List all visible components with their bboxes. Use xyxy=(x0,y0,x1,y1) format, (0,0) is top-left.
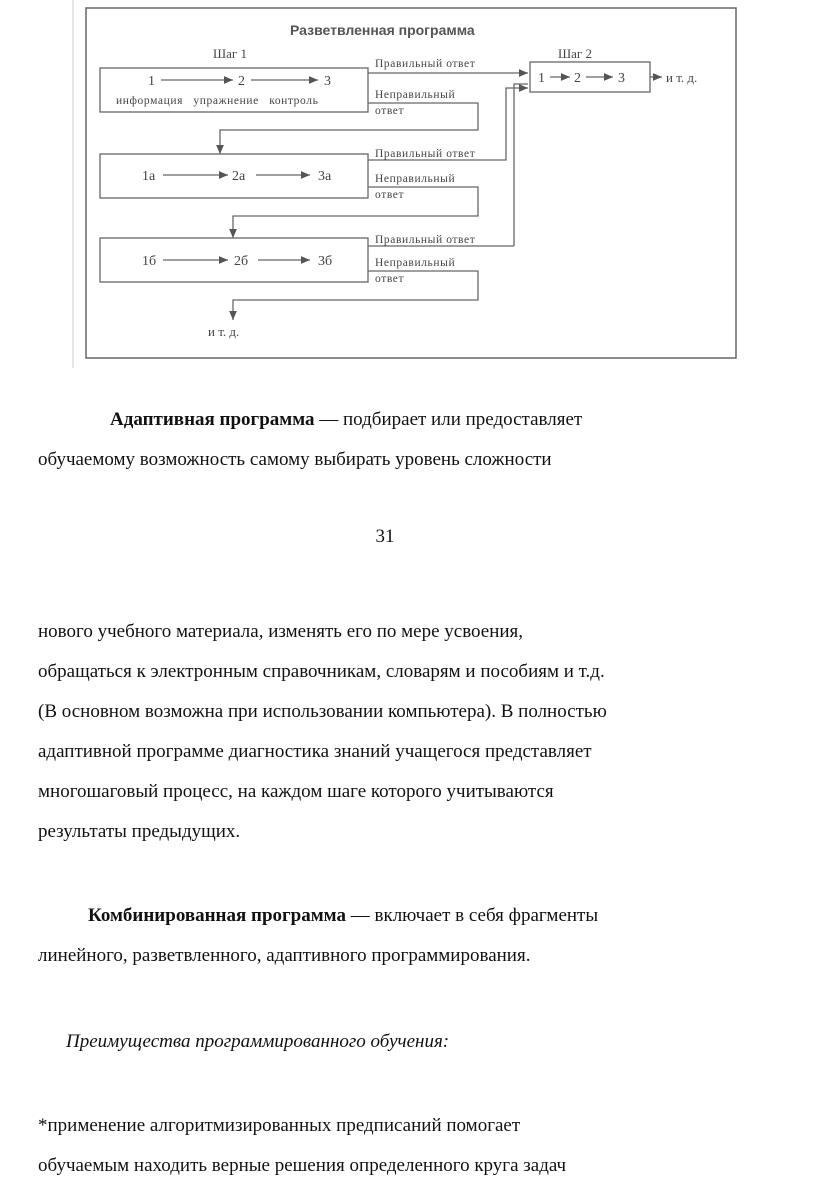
row2-n3: 3а xyxy=(318,169,332,184)
row3-n3: 3б xyxy=(318,254,333,269)
p2-line1: нового учебного материала, изменять его по мере усвоения, xyxy=(38,621,524,642)
step2-n3: 3 xyxy=(618,71,625,86)
page-number: 31 xyxy=(375,526,395,547)
p2-line2: обращаться к электронным справочникам, словарям и пособиям и т.д. xyxy=(38,661,605,682)
row1-n1: 1 xyxy=(148,74,155,89)
row3-wrong-answer-2: ответ xyxy=(375,273,405,285)
advantage-bullet xyxy=(38,1106,778,1186)
p2-line5: многошаговый процесс, на каждом шаге которого учитываются xyxy=(38,781,554,802)
step1-label: Шаг 1 xyxy=(213,46,247,61)
branched-program-diagram xyxy=(68,0,748,368)
row1-n2: 2 xyxy=(238,74,245,89)
row1-wrong-answer-2: ответ xyxy=(375,105,405,117)
adaptive-line1: подбирает или предоставляет xyxy=(343,409,583,430)
row1-wrong-answer-1: Неправильный xyxy=(375,89,456,101)
diagram-title: Разветвленная программа xyxy=(290,22,475,38)
adaptive-dash: — xyxy=(314,409,344,430)
row3-correct-answer: Правильный ответ xyxy=(375,234,476,246)
step2-n2: 2 xyxy=(574,71,581,86)
adaptive-line2: обучаемому возможность самому выбирать уровень сложности xyxy=(38,449,552,470)
step2-etc: и т. д. xyxy=(666,70,698,85)
combined-line2: линейного, разветвленного, адаптивного программирования. xyxy=(38,945,531,966)
advantages-heading: Преимущества программированного обучения: xyxy=(66,1031,450,1052)
row2-n2: 2а xyxy=(232,169,246,184)
p2-line4: адаптивной программе диагностика знаний учащегося представляет xyxy=(38,741,592,762)
bullet-star: * xyxy=(38,1115,48,1136)
p2-line6: результаты предыдущих. xyxy=(38,821,241,842)
bullet-line2: обучаемым находить верные решения определенного круга задач xyxy=(38,1155,567,1176)
combined-term: Комбинированная программа xyxy=(88,905,346,926)
p2-line3: (В основном возможна при использовании компьютера). В полностью xyxy=(38,701,607,722)
combined-rest: — включает в себя фрагменты xyxy=(346,905,599,926)
row1-stage-labels: информация упражнение контроль xyxy=(116,95,319,107)
adaptive-continuation xyxy=(38,612,778,852)
row3-wrong-answer-1: Неправильный xyxy=(375,257,456,269)
step2-n1: 1 xyxy=(538,71,545,86)
adaptive-term: Адаптивная программа xyxy=(110,409,315,430)
bullet-line1: применение алгоритмизированных предписаний помогает xyxy=(47,1115,521,1136)
diagram-etc: и т. д. xyxy=(208,324,240,339)
step2-label: Шаг 2 xyxy=(558,46,592,61)
row3-n2: 2б xyxy=(234,254,249,269)
row2-correct-answer: Правильный ответ xyxy=(375,148,476,160)
row1-n3: 3 xyxy=(324,74,331,89)
row2-wrong-answer-1: Неправильный xyxy=(375,173,456,185)
row3-n1: 1б xyxy=(142,254,157,269)
row2-n1: 1а xyxy=(142,169,156,184)
combined-paragraph xyxy=(38,896,778,976)
adaptive-paragraph xyxy=(38,400,778,480)
row1-correct-answer: Правильный ответ xyxy=(375,58,476,70)
row2-wrong-answer-2: ответ xyxy=(375,189,405,201)
